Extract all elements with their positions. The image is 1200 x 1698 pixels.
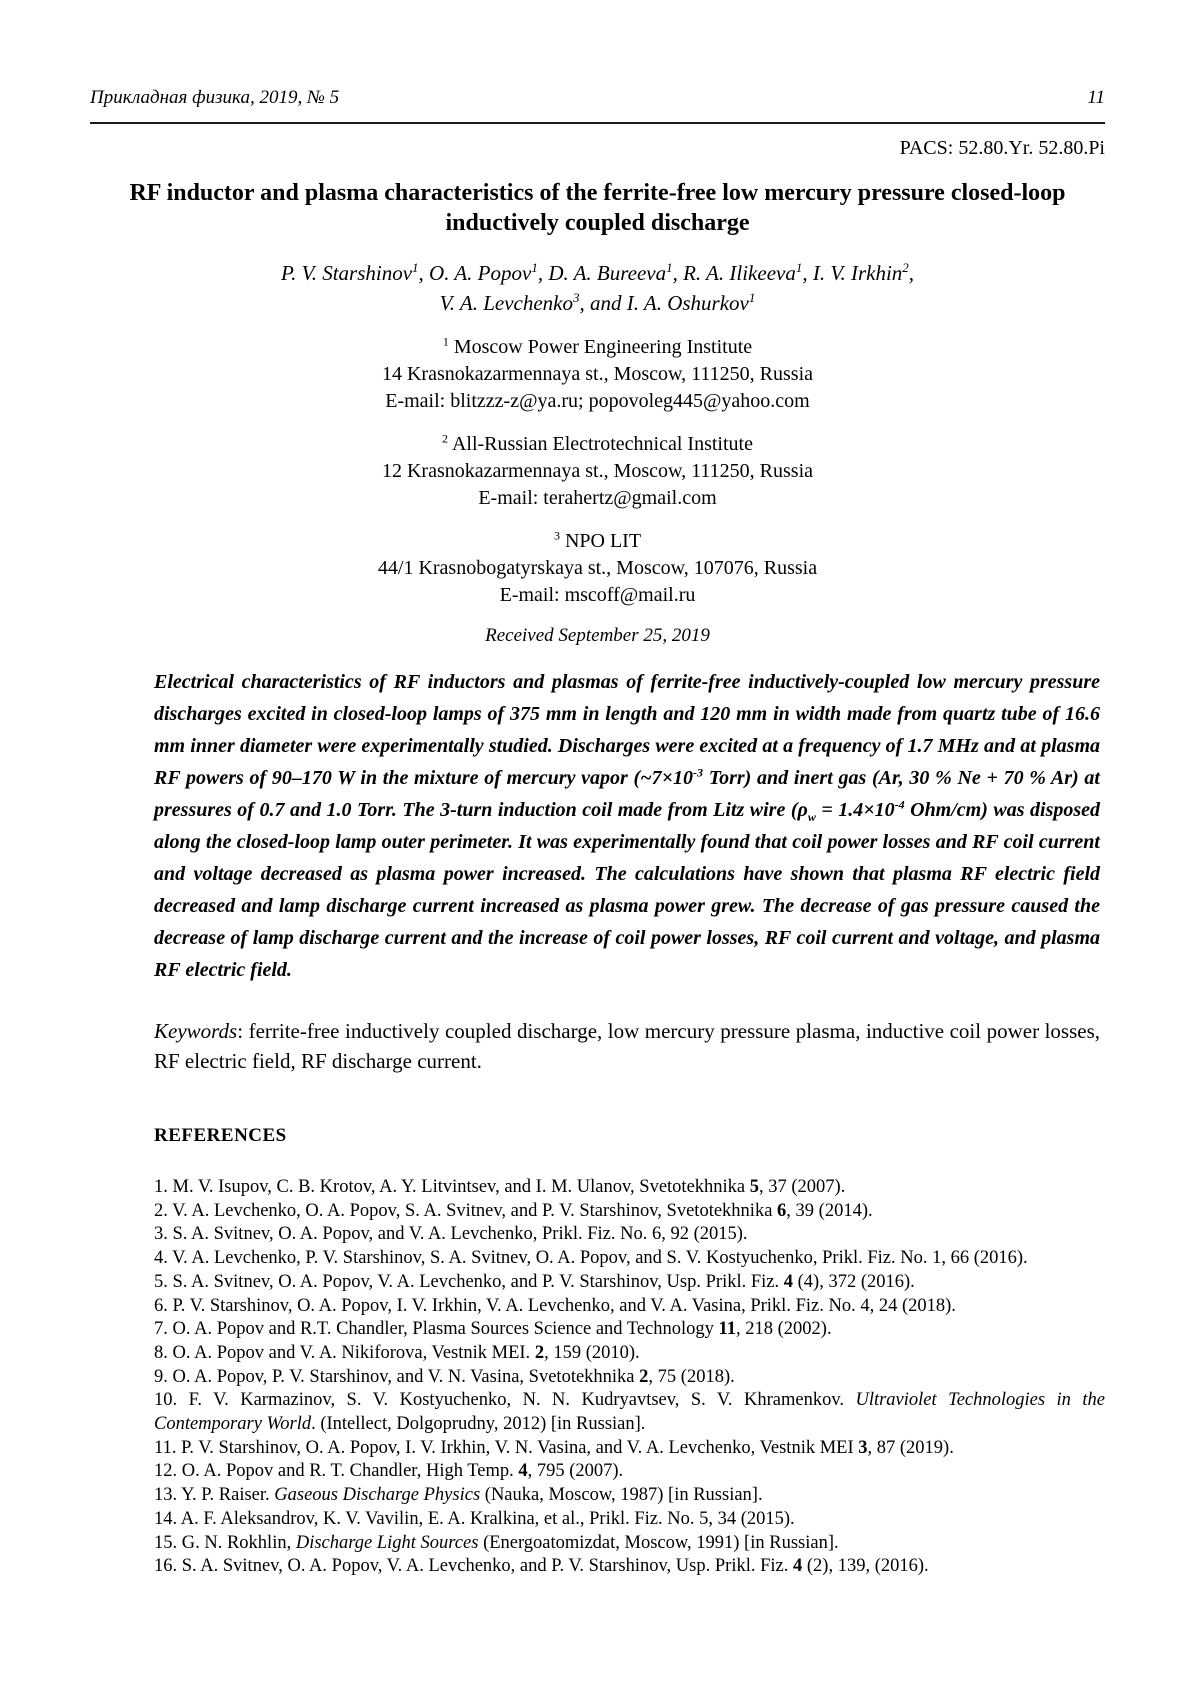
affiliation [90, 528, 1105, 609]
affiliation [90, 431, 1105, 512]
affiliation-email: E-mail: terahertz@gmail.com [478, 487, 717, 509]
affiliation-address: 12 Krasnokazarmennaya st., Moscow, 111250, Russia [381, 460, 814, 482]
affiliation-institute: $^3$ NPO LIT [553, 528, 642, 552]
article-title: RF inductor and plasma characteristics of the ferrite-free low mercury pressure closed-loop inductively coupled discharge [129, 180, 1066, 236]
keywords-text: Keywords: ferrite-free inductively coupled discharge, low mercury pressure plasma, inductive coil power losses, RF electric field, RF discharge current. [154, 1019, 1100, 1073]
reference-item: 14. A. F. Aleksandrov, K. V. Vavilin, E. A. Kralkina, et al., Prikl. Fiz. No. 5, 34 (2015). [154, 1508, 795, 1529]
reference-item: 5. S. A. Svitnev, O. A. Popov, V. A. Levchenko, and P. V. Starshinov, Usp. Prikl. Fiz. 4 (4), 372 (2016). [154, 1271, 915, 1292]
references-list [154, 1176, 1105, 1579]
affiliation-marker: 2 [442, 431, 449, 446]
affiliation-marker: 1 [442, 334, 449, 349]
affiliation [90, 334, 1105, 415]
pacs-codes: PACS: 52.80.Yr. 52.80.Pi [899, 137, 1105, 159]
reference-item: 7. O. A. Popov and R.T. Chandler, Plasma Sources Science and Technology 11, 218 (2002). [154, 1319, 832, 1340]
affiliation-address: 44/1 Krasnobogatyrskaya st., Moscow, 107076, Russia [377, 557, 818, 579]
reference-item: 6. P. V. Starshinov, O. A. Popov, I. V. Irkhin, V. A. Levchenko, and V. A. Vasina, Prikl. Fiz. No. 4, 24 (2018). [154, 1295, 956, 1316]
authors-block [90, 258, 1105, 318]
reference-item: 10. F. V. Karmazinov, S. V. Kostyuchenko, N. N. Kudryavtsev, S. V. Khramenkov. Ultraviolet Technologies in the Contemporary World. (Intellect, Dolgoprudny, 2012) [in Russian]. [154, 1390, 1105, 1435]
references-heading: REFERENCES [154, 1125, 287, 1146]
running-head [90, 86, 1105, 110]
page-number: 11 [1087, 87, 1105, 108]
reference-item: 16. S. A. Svitnev, O. A. Popov, V. A. Levchenko, and P. V. Starshinov, Usp. Prikl. Fiz. 4 (2), 139, (2016). [154, 1556, 929, 1577]
reference-item: 9. O. A. Popov, P. V. Starshinov, and V. N. Vasina, Svetotekhnika 2, 75 (2018). [154, 1366, 735, 1387]
reference-item: 8. O. A. Popov and V. A. Nikiforova, Vestnik MEI. 2, 159 (2010). [154, 1342, 640, 1363]
affiliation-email: E-mail: mscoff@mail.ru [499, 584, 696, 606]
affiliation-address: 14 Krasnokazarmennaya st., Moscow, 111250, Russia [381, 363, 814, 385]
reference-item: 1. M. V. Isupov, C. B. Krotov, A. Y. Litvintsev, and I. M. Ulanov, Svetotekhnika 5, 37 (2007). [154, 1177, 846, 1197]
affiliations-section [90, 334, 1105, 609]
header-rule [90, 122, 1105, 124]
reference-item: 11. P. V. Starshinov, O. A. Popov, I. V. Irkhin, V. N. Vasina, and V. A. Levchenko, Vestnik MEI 3, 87 (2019). [154, 1437, 954, 1458]
reference-item: 3. S. A. Svitnev, O. A. Popov, and V. A. Levchenko, Prikl. Fiz. No. 6, 92 (2015). [154, 1224, 748, 1245]
reference-item: 2. V. A. Levchenko, O. A. Popov, S. A. Svitnev, and P. V. Starshinov, Svetotekhnika 6, 39 (2014). [154, 1200, 873, 1221]
affiliation-marker: 3 [553, 528, 560, 543]
authors-line-2: V. A. Levchenko$^3$, and I. A. Oshurkov$^1$ [439, 290, 756, 315]
journal-title: Прикладная физика, 2019, № 5 [90, 87, 340, 108]
page-content [90, 86, 1105, 1579]
abstract-text: Electrical characteristics of RF inductors and plasmas of ferrite-free inductively-coupled low mercury pressure discharges excited in closed-loop lamps of 375 mm in length and 120 mm in width made from quartz tube of 16.6 mm inner diameter were experimentally studied. Discharges were excited at a frequency of 1.7 MHz and at plasma RF powers of 90–170 W in the mixture of mercury vapor ($\sim 7\times 10^{-3}$ Torr) and inert gas (Ar, 30 % Ne + 70 % Ar) at pressures of 0.7 and 1.0 Torr. The 3-turn induction coil made from Litz wire ($\rho_w = 1.4\times 10^{-4}$ Ohm/cm) was disposed along the closed-loop lamp outer perimeter. It was experimentally found that coil power losses and RF coil current and voltage decreased as plasma power increased. The calculations have shown that plasma RF electric field decreased and lamp discharge current increased as plasma power grew. The decrease of gas pressure caused the decrease of lamp discharge current and the increase of coil power losses, RF coil current and voltage, and plasma RF electric field. [154, 671, 1101, 981]
reference-item: 4. V. A. Levchenko, P. V. Starshinov, S. A. Svitnev, O. A. Popov, and S. V. Kostyuchenko, Prikl. Fiz. No. 1, 66 (2016). [154, 1248, 1028, 1269]
received-date: Received September 25, 2019 [485, 625, 710, 646]
affiliation-institute: $^2$ All-Russian Electrotechnical Institute [442, 431, 753, 455]
reference-item: 12. O. A. Popov and R. T. Chandler, High Temp. 4, 795 (2007). [154, 1461, 624, 1482]
reference-item: 15. G. N. Rokhlin, Discharge Light Sources (Energoatomizdat, Moscow, 1991) [in Russian]. [154, 1532, 839, 1553]
authors-line-1: P. V. Starshinov$^1$, O. A. Popov$^1$, D. A. Bureeva$^1$, R. A. Ilikeeva$^1$, I. V. Irkhin$^2$, [280, 260, 915, 285]
affiliation-email: E-mail: blitzzz-z@ya.ru; popovoleg445@yahoo.com [385, 390, 810, 412]
affiliation-institute: $^1$ Moscow Power Engineering Institute [442, 334, 753, 358]
reference-item: 13. Y. P. Raiser. Gaseous Discharge Physics (Nauka, Moscow, 1987) [in Russian]. [154, 1485, 763, 1506]
